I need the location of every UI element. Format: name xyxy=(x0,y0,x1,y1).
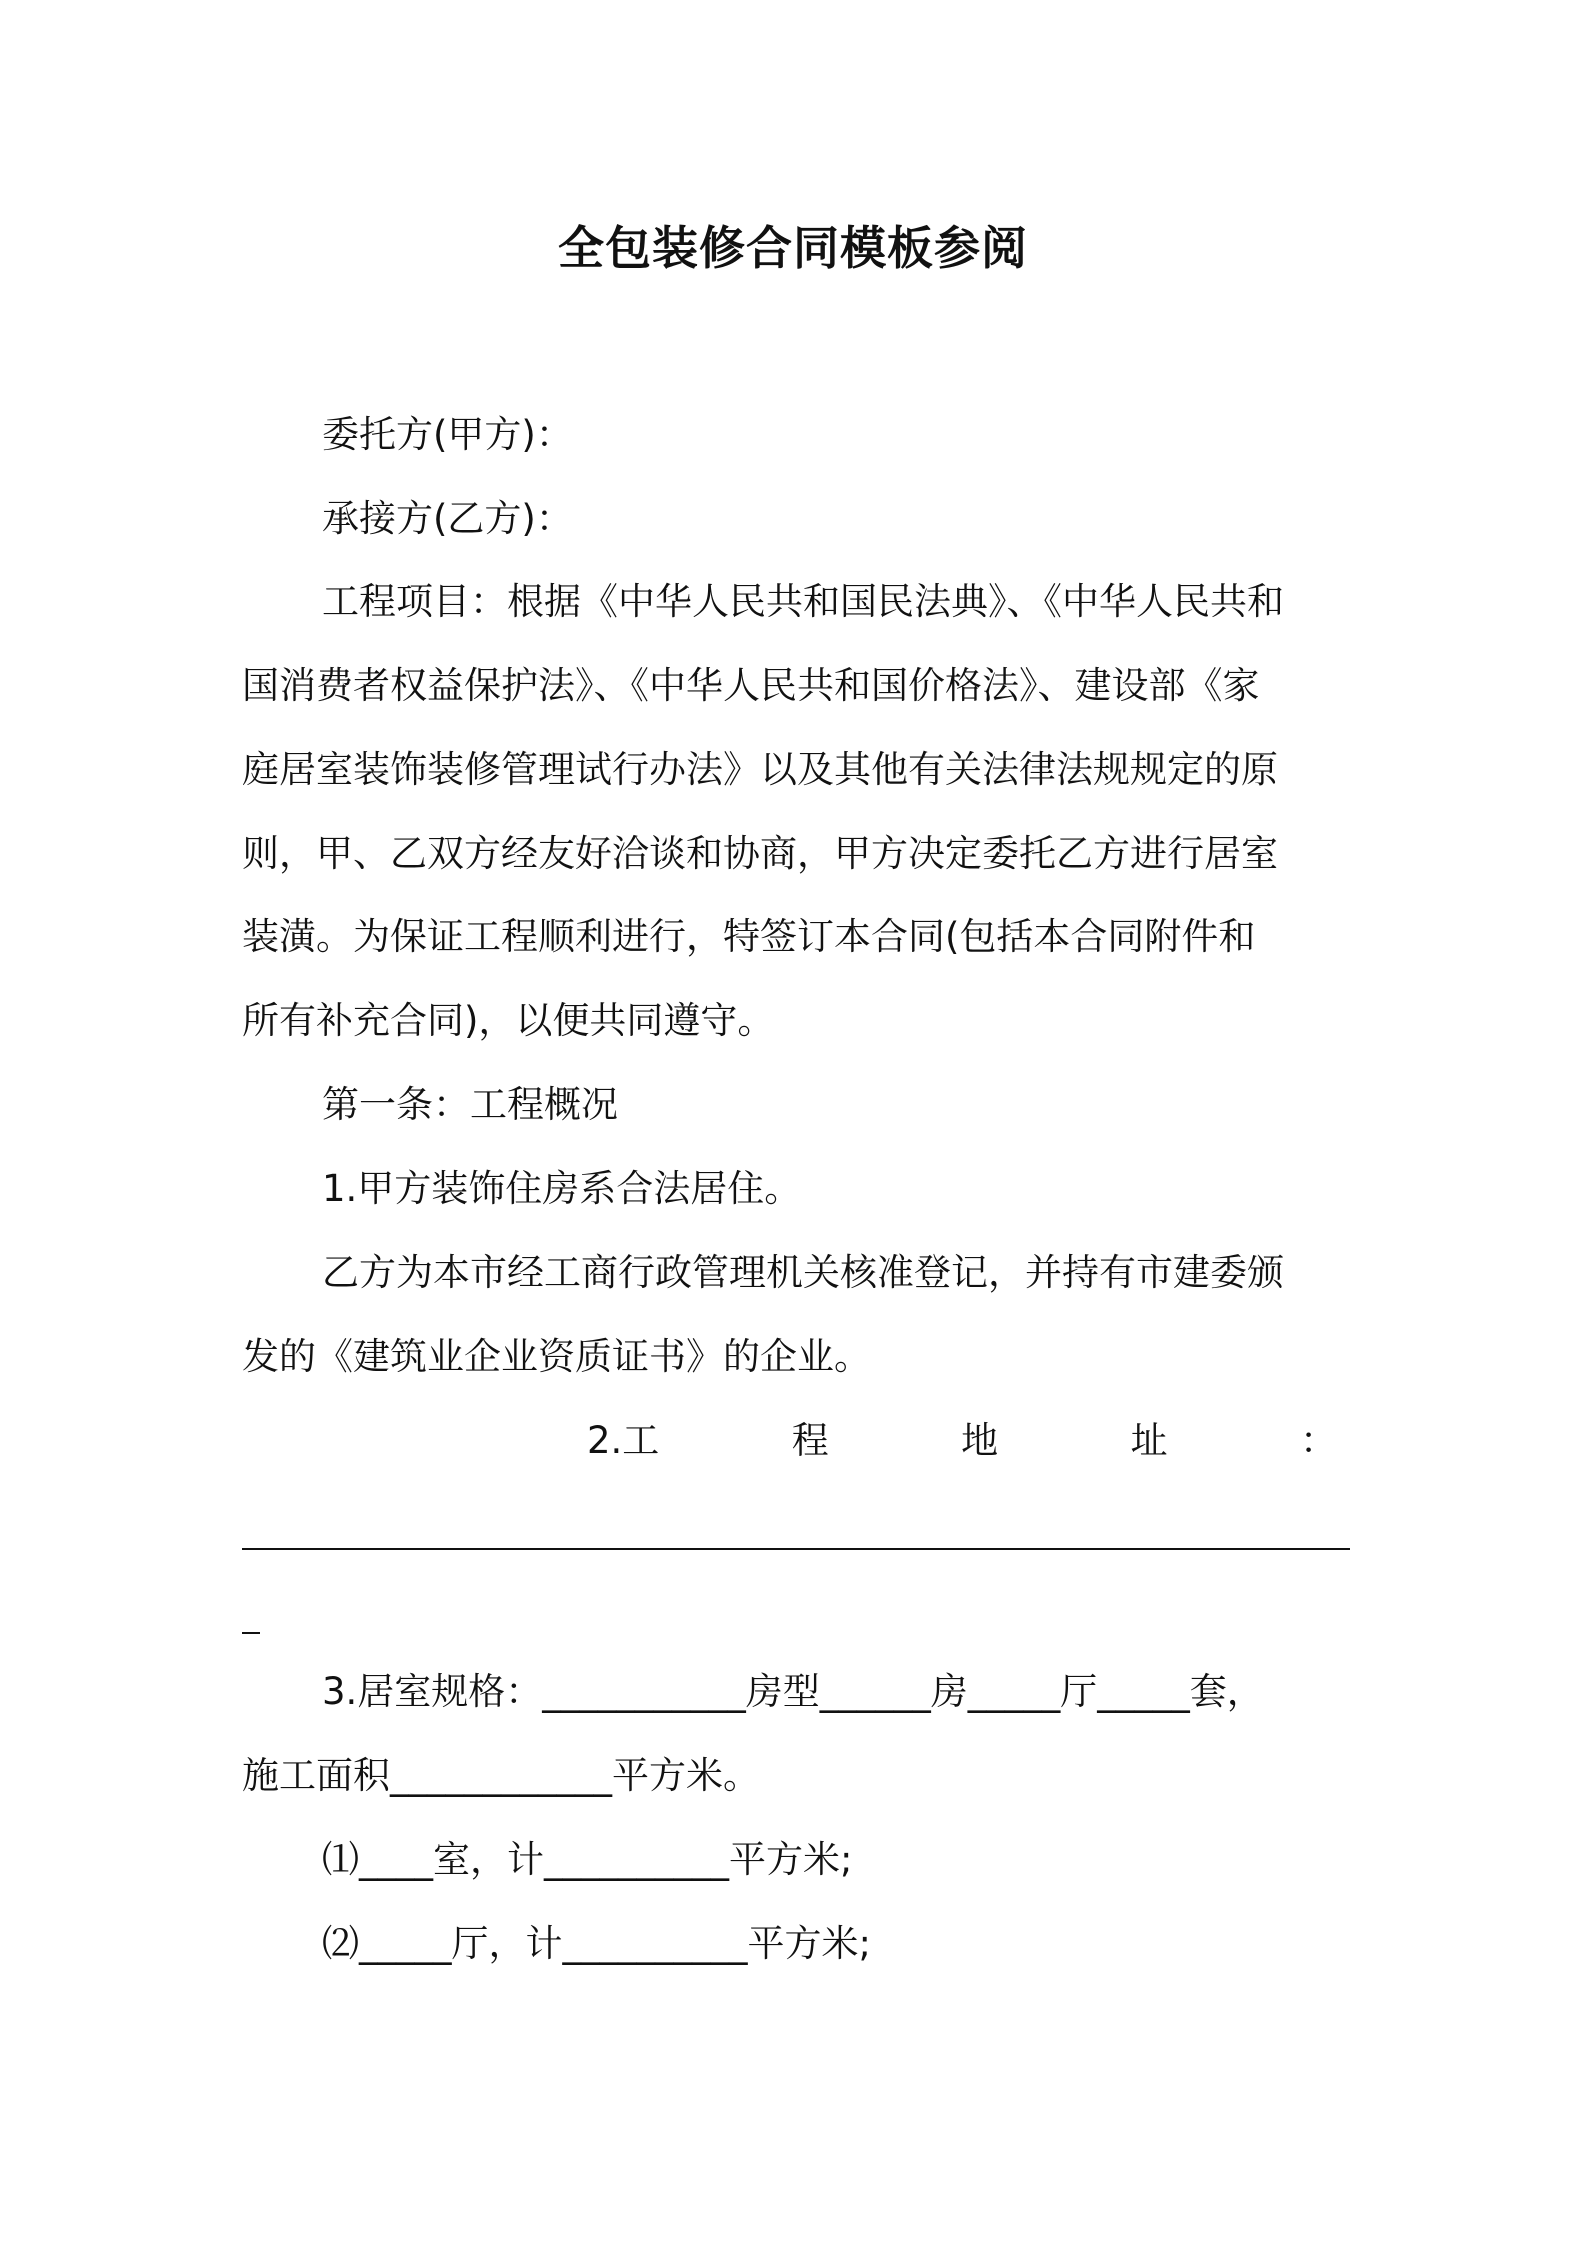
intro-line-2: 国消费者权益保护法》、《中华人民共和国价格法》、建设部《家 xyxy=(242,664,1260,707)
party-b-label: 承接方(乙方)： xyxy=(322,497,573,540)
item-2-part: 址 xyxy=(1130,1419,1168,1462)
item-2-address-label xyxy=(587,1416,1337,1466)
address-blank-line xyxy=(242,1548,1350,1550)
document-title: 全包装修合同模板参阅 xyxy=(558,221,1028,275)
party-a-label: 委托方(甲方)： xyxy=(322,413,573,456)
item-2-part: 程 xyxy=(791,1419,829,1462)
item-3-line-2: 施工面积____________平方米。 xyxy=(242,1754,760,1797)
item-2-part: ： xyxy=(1300,1419,1337,1462)
article-1-heading: 第一条：工程概况 xyxy=(322,1083,618,1126)
intro-line-4: 则，甲、乙双方经友好洽谈和协商，甲方决定委托乙方进行居室 xyxy=(242,832,1278,875)
intro-line-6: 所有补充合同)，以便共同遵守。 xyxy=(242,999,775,1042)
item-2-part: 地 xyxy=(961,1419,999,1462)
sub-item-2: ⑵_____厅，计__________平方米; xyxy=(322,1922,871,1965)
intro-line-5: 装潢。为保证工程顺利进行，特签订本合同(包括本合同附件和 xyxy=(242,915,1256,958)
item-1-cont-line-2: 发的《建筑业企业资质证书》的企业。 xyxy=(242,1335,871,1378)
item-1: 1.甲方装饰住房系合法居住。 xyxy=(322,1167,802,1210)
item-2-part: 2.工 xyxy=(587,1419,660,1462)
sub-item-1: ⑴____室，计__________平方米; xyxy=(322,1838,853,1881)
intro-line-3: 庭居室装饰装修管理试行办法》以及其他有关法律法规规定的原 xyxy=(242,748,1278,791)
item-1-cont-line-1: 乙方为本市经工商行政管理机关核准登记，并持有市建委颁 xyxy=(322,1251,1284,1294)
address-blank-line-tail xyxy=(242,1632,260,1634)
intro-line-1: 工程项目：根据《中华人民共和国民法典》、《中华人民共和 xyxy=(322,580,1284,623)
item-3-line-1: 3.居室规格：___________房型______房_____厅_____套， xyxy=(322,1670,1264,1713)
